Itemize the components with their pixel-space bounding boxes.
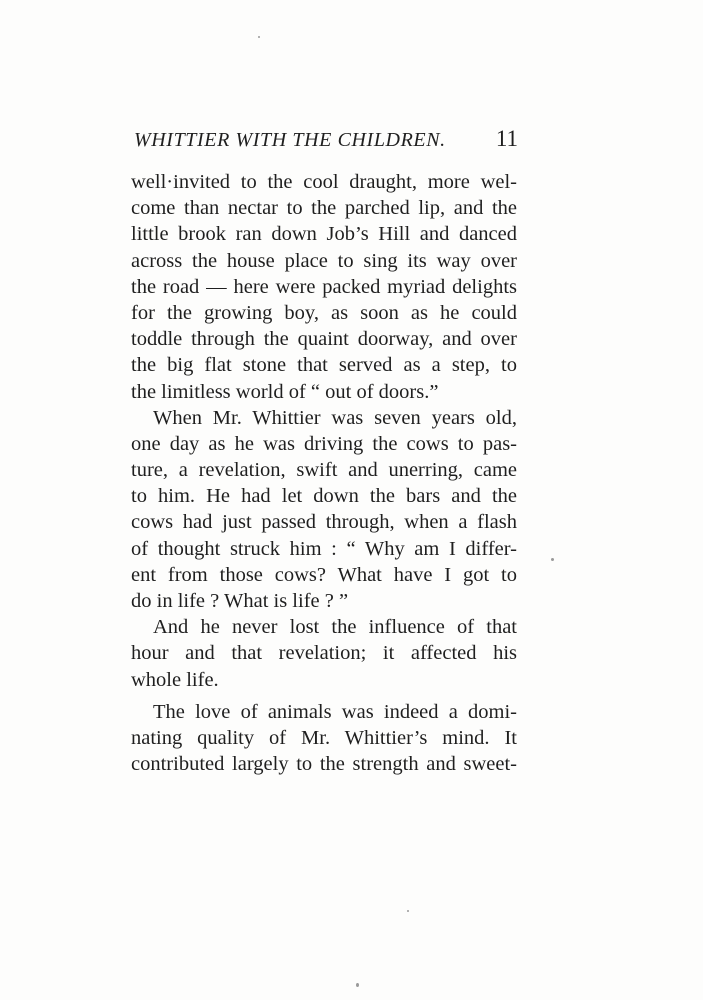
text-line: of thought struck him : “ Why am I differ- [131, 537, 517, 560]
text-line: do in life ? What is life ? ” [131, 590, 349, 612]
scan-speck [356, 983, 359, 987]
text-line: nating quality of Mr. Whittier’s mind. It [131, 726, 517, 749]
text-line: the road — here were packed myriad delights [131, 275, 517, 298]
text-line: ture, a revelation, swift and unerring, came [131, 459, 517, 482]
text-line: ent from those cows? What have I got to [131, 563, 517, 586]
text-line: well·invited to the cool draught, more wel- [131, 171, 517, 193]
text-line: across the house place to sing its way over [131, 249, 517, 272]
running-head [134, 126, 518, 156]
text-line: little brook ran down Job’s Hill and danced [131, 223, 517, 246]
scan-speck [258, 36, 260, 38]
text-line: And he never lost the influence of that [153, 616, 517, 639]
text-line: When Mr. Whittier was seven years old, [153, 406, 517, 429]
text-line: contributed largely to the strength and sweet- [131, 753, 517, 776]
text-line: cows had just passed through, when a flash [131, 511, 517, 534]
text-line: The love of animals was indeed a domi- [153, 700, 517, 723]
text-line: come than nectar to the parched lip, and the [131, 197, 517, 220]
text-line: for the growing boy, as soon as he could [131, 301, 517, 324]
scan-speck [551, 558, 554, 561]
text-line: the big flat stone that served as a step, to [131, 354, 517, 377]
text-line: the limitless world of “ out of doors.” [131, 380, 439, 403]
text-line: toddle through the quaint doorway, and over [131, 328, 517, 351]
text-line: one day as he was driving the cows to pas- [131, 432, 517, 455]
text-line: to him. He had let down the bars and the [131, 485, 517, 508]
text-line: whole life. [131, 668, 219, 691]
page-number: 11 [495, 126, 518, 151]
text-line: hour and that revelation; it affected his [131, 642, 517, 665]
running-title: WHITTIER WITH THE CHILDREN. [134, 129, 446, 151]
body-text [131, 169, 517, 777]
scan-speck [407, 910, 409, 912]
